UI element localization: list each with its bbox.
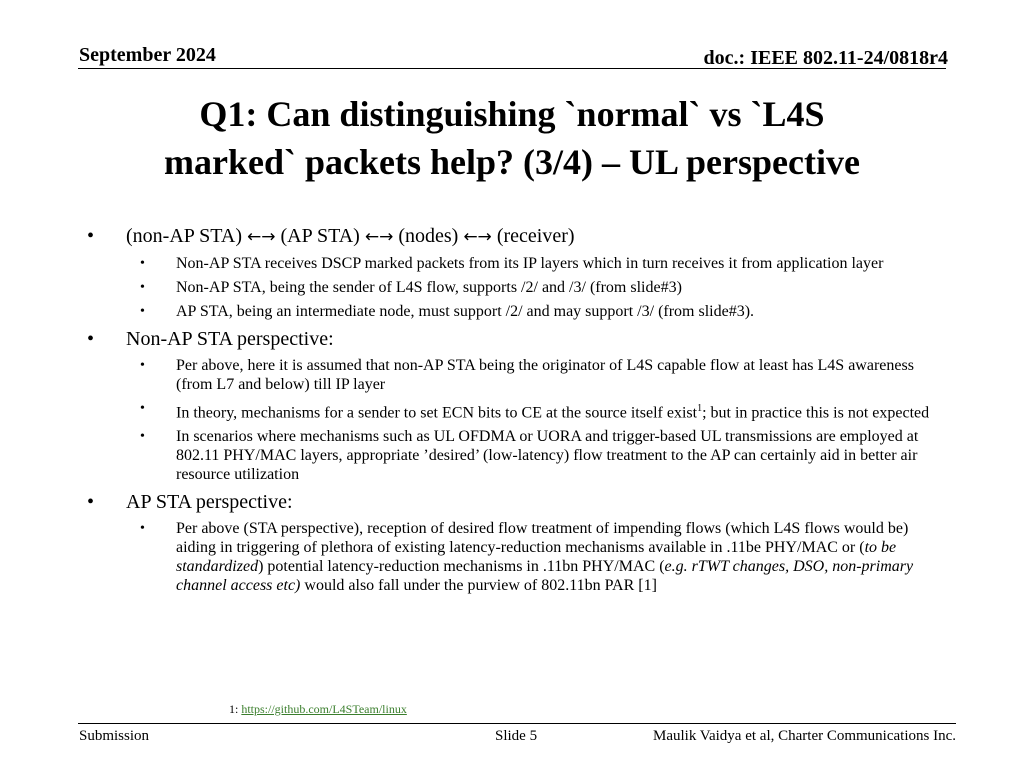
title-line-1: Q1: Can distinguishing `normal` vs `L4S [199,94,825,134]
footer-submission: Submission [79,728,150,744]
footnote-link[interactable]: https://github.com/L4STeam/linux [241,702,407,716]
sub-bullet: • In theory, mechanisms for a sender to set ECN bits to CE at the source itself exist$^1$; but in practice this is not expected [140,401,930,422]
header-date: September 2024 [79,44,216,66]
sub-bullet-marker: • [140,280,145,295]
sub-bullet-marker: • [140,401,145,416]
bidirectional-arrow-icon: ←→ [364,227,394,247]
footer-rule [78,723,956,724]
sub-bullet-marker: • [140,358,145,373]
sub-bullet-marker: • [140,429,145,445]
header-rule [78,68,946,69]
bidirectional-arrow-icon: ←→ [247,227,276,247]
sub-bullet: • AP STA, being an intermediate node, must support /2/ and may support /3/ (from slide#3). [140,303,755,320]
footer-author: Maulik Vaidya et al, Charter Communications Inc. [653,728,956,744]
sub-bullet: • Non-AP STA receives DSCP marked packets from its IP layers which in turn receives it from application layer [140,255,884,272]
sub-bullet-marker: • [140,256,145,271]
sub-bullet-marker: • [140,521,145,537]
sub-bullet: • In scenarios where mechanisms such as UL OFDMA or UORA and trigger-based UL transmissions are employed at 802.11 PHY/MAC layers, appropriate ’desired’ (low-latency) flow treatment to the AP can certainly aid in better air resource utilization [140,428,919,484]
bullet-marker: • [87,328,95,350]
slide-body [84,224,944,595]
sub-bullet: • Per above (STA perspective), reception of desired flow treatment of impending flows (which L4S flows would be) aiding in triggering of plethora of existing latency-reduction mechanisms available in .11be PHY/MAC or (to be standardized) potential latency-reduction mechanisms in .11bn PHY/MAC (e.g. rTWT changes, DSO, non-primary channel access etc) would also fall under the purview of 802.11bn PAR [1] [140,520,914,595]
footnote-ref: 1 [697,403,703,414]
bullet-node-chain: • (non-AP STA) ←→ (AP STA) ←→ (nodes) ←→ (receiver) [87,225,575,247]
header-doc-id: doc.: IEEE 802.11-24/0818r4 [703,47,948,69]
bullet-marker: • [87,225,95,247]
sub-bullet: • Per above, here it is assumed that non-AP STA being the originator of L4S capable flow at least has L4S awareness (from L7 and below) till IP layer [140,357,914,393]
bidirectional-arrow-icon: ←→ [463,227,492,247]
footer-slide-number: Slide 5 [495,728,538,744]
slide-title [80,90,944,186]
sub-bullet-marker: • [140,304,145,319]
footnote: 1: https://github.com/L4STeam/linux [229,702,407,716]
bullet-ap-sta-perspective: • AP STA perspective: [87,491,293,514]
bullet-non-ap-sta-perspective: • Non-AP STA perspective: [87,328,334,350]
title-line-2: marked` packets help? (3/4) – UL perspective [164,142,860,182]
sub-bullet: • Non-AP STA, being the sender of L4S flow, supports /2/ and /3/ (from slide#3) [140,279,682,296]
bullet-marker: • [87,491,95,514]
